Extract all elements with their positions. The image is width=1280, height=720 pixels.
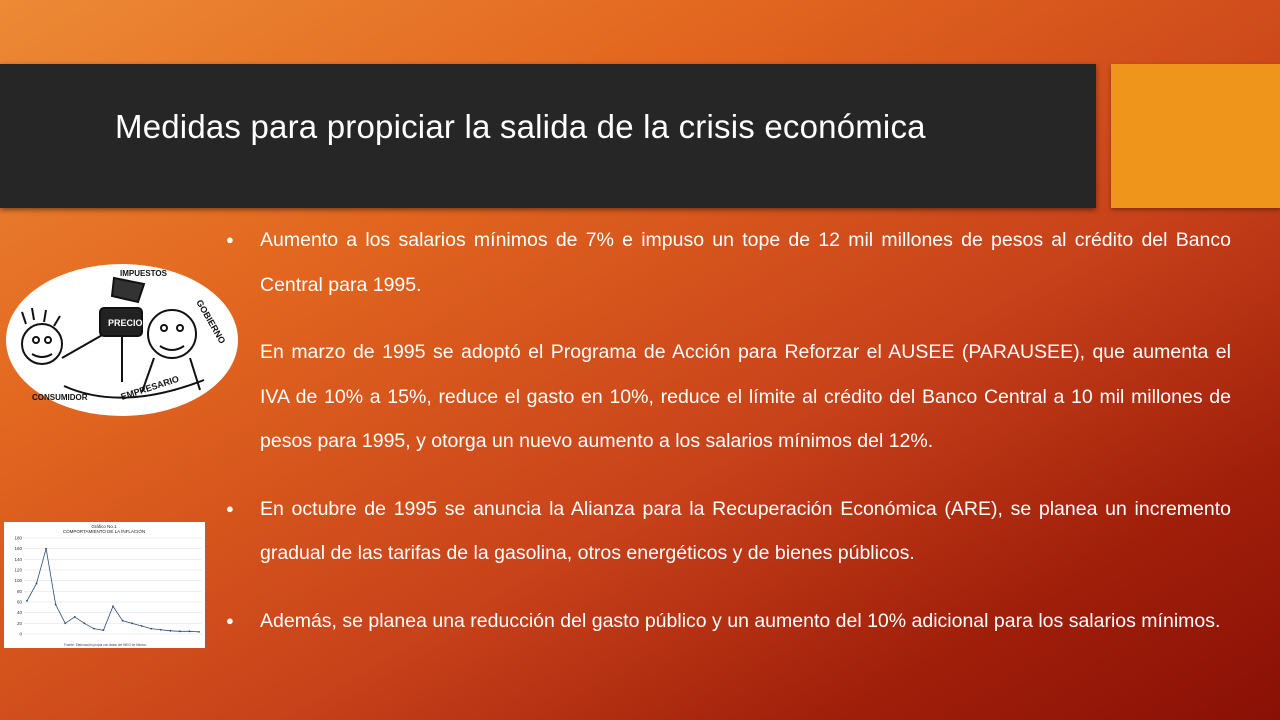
accent-square bbox=[1111, 64, 1280, 208]
chart-data-point bbox=[150, 628, 152, 630]
bullet-item bbox=[226, 599, 1231, 644]
bullet-list bbox=[226, 218, 1231, 666]
chart-data-point bbox=[179, 630, 181, 632]
chart-data-point bbox=[198, 631, 200, 633]
chart-y-tick-label: 120 bbox=[14, 567, 22, 573]
chart-data-point bbox=[103, 629, 105, 631]
chart-data-point bbox=[131, 622, 133, 624]
bullet-dot-icon: ● bbox=[226, 612, 234, 628]
chart-y-tick-label: 160 bbox=[14, 546, 22, 552]
cartoon-label-gobierno: GOBIERNO bbox=[194, 298, 228, 346]
chart-y-tick-label: 80 bbox=[16, 588, 22, 594]
chart-data-point bbox=[169, 630, 171, 632]
bullet-text: En marzo de 1995 se adoptó el Programa de Acción para Reforzar el AUSEE (PARAUSEE), que aumenta el IVA de 10% a 15%, reduce el gasto en 10%, reduce el límite al crédito del Banco Central a 10 mil millones de pesos para 1995, y otorga un nuevo aumento a los salarios mínimos del 12%. bbox=[260, 341, 1231, 452]
cartoon-label-consumidor: CONSUMIDOR bbox=[32, 393, 88, 402]
bullet-text: En octubre de 1995 se anuncia la Alianza para la Recuperación Económica (ARE), se planea un incremento gradual de las tarifas de la gasolina, otros energéticos y de bienes públicos. bbox=[260, 497, 1231, 564]
chart-subtitle: COMPORTAMIENTO DE LA INFLACIÓN bbox=[62, 529, 146, 534]
chart-data-point bbox=[122, 620, 124, 622]
chart-data-point bbox=[74, 616, 76, 618]
chart-data-point bbox=[83, 622, 85, 624]
inflation-chart-thumbnail bbox=[4, 522, 205, 648]
chart-data-point bbox=[141, 625, 143, 627]
chart-data-point bbox=[55, 604, 57, 606]
bullet-item bbox=[226, 218, 1231, 307]
bullet-text: Aumento a los salarios mínimos de 7% e impuso un tope de 12 mil millones de pesos al crédito del Banco Central para 1995. bbox=[260, 229, 1231, 296]
slide-title: Medidas para propiciar la salida de la crisis económica bbox=[115, 108, 926, 145]
chart-data-point bbox=[26, 600, 28, 602]
chart-y-tick-label: 20 bbox=[16, 620, 22, 626]
bullet-item bbox=[226, 330, 1231, 464]
chart-data-point bbox=[112, 605, 114, 607]
chart-title: Gráfico No.1 bbox=[91, 524, 117, 529]
chart-y-tick-label: 40 bbox=[16, 610, 22, 616]
chart-data-point bbox=[36, 582, 38, 584]
chart-data-point bbox=[64, 622, 66, 624]
chart-data-point bbox=[45, 548, 47, 550]
bullet-text: Además, se planea una reducción del gasto público y un aumento del 10% adicional para los salarios mínimos. bbox=[260, 609, 1221, 632]
cartoon-label-empresario: EMPRESARIO bbox=[119, 373, 181, 402]
bullet-item bbox=[226, 487, 1231, 576]
chart-y-tick-label: 140 bbox=[14, 556, 22, 562]
chart-y-tick-label: 100 bbox=[14, 578, 22, 584]
cartoon-label-impuestos: IMPUESTOS bbox=[120, 269, 167, 278]
chart-y-tick-label: 180 bbox=[14, 535, 22, 541]
cartoon-label-precios: PRECIOS bbox=[108, 318, 149, 328]
bullet-dot-icon: ● bbox=[226, 344, 234, 359]
bullet-dot-icon: ● bbox=[226, 500, 234, 516]
chart-series-line bbox=[27, 549, 199, 632]
chart-data-point bbox=[160, 629, 162, 631]
bullet-dot-icon: ● bbox=[226, 232, 234, 247]
chart-source: Fuente: Elaboración propia con datos del INEG de México bbox=[64, 643, 147, 647]
chart-y-tick-label: 60 bbox=[16, 599, 22, 605]
cartoon-illustration bbox=[4, 262, 240, 418]
chart-data-point bbox=[93, 628, 95, 630]
chart-y-tick-label: 0 bbox=[19, 631, 22, 637]
chart-data-point bbox=[189, 630, 191, 632]
